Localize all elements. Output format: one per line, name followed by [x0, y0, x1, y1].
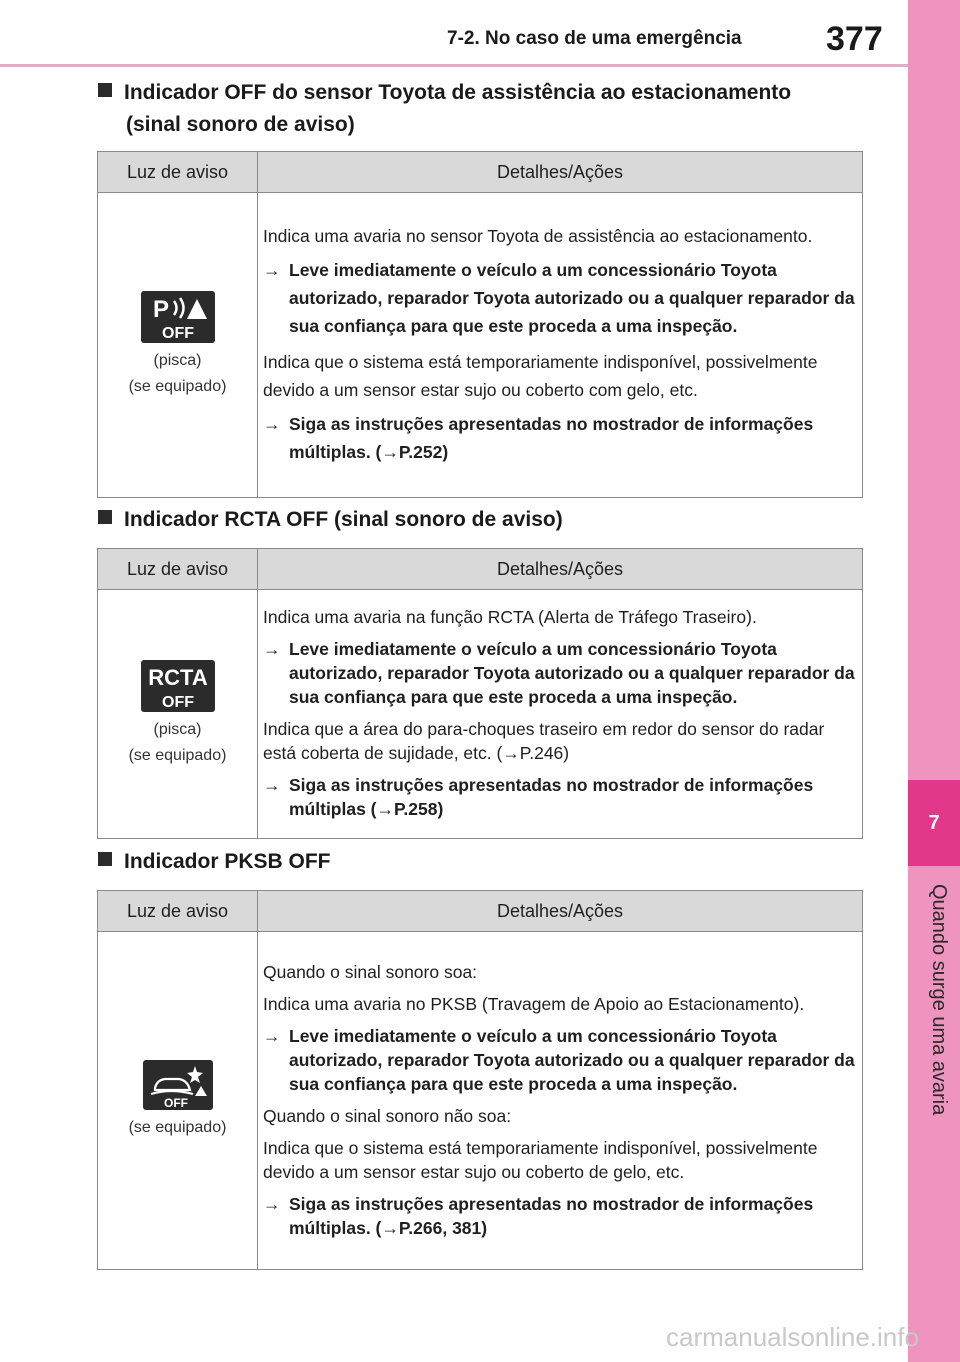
- svg-text:P: P: [152, 295, 169, 323]
- watermark: carmanualsonline.info: [666, 1322, 919, 1352]
- detail-paragraph: Indica uma avaria na função RCTA (Alerta de Tráfego Traseiro).: [263, 607, 757, 627]
- caption-blink: (pisca): [153, 351, 202, 369]
- col-header-details: Detalhes/Ações: [258, 152, 863, 193]
- section-title: 7-2. No caso de uma emergência: [447, 28, 742, 49]
- action-item: → Siga as instruções apresentadas no mostrador de informações múltiplas. (→P.252): [263, 414, 814, 462]
- action-item: → Siga as instruções apresentadas no mostrador de informações múltiplas. (→P.266, 381): [263, 1193, 814, 1238]
- caption-if-equipped: (se equipado): [128, 377, 227, 395]
- warning-light-cell: [98, 590, 258, 839]
- detail-paragraph: Indica que o sistema está temporariamente indisponível, possivelmente devido a um sensor estar sujo ou coberto de gelo, etc.: [263, 1137, 818, 1182]
- header-divider: [0, 64, 908, 67]
- col-header-details: Detalhes/Ações: [258, 891, 863, 932]
- rcta-off-icon: [141, 660, 215, 712]
- svg-text:OFF: OFF: [163, 1096, 188, 1110]
- caption-if-equipped: (se equipado): [128, 746, 227, 764]
- action-item: → Siga as instruções apresentadas no mostrador de informações múltiplas (→P.258): [263, 775, 814, 819]
- section-heading-rcta: Indicador RCTA OFF (sinal sonoro de aviso): [98, 504, 563, 536]
- warning-light-cell: [98, 932, 258, 1270]
- section-heading-pksb: Indicador PKSB OFF: [98, 846, 331, 878]
- svg-text:OFF: OFF: [161, 693, 194, 711]
- warning-table-pksb: [97, 890, 863, 1270]
- col-header-warning-light: Luz de aviso: [98, 152, 258, 193]
- bullet-square-icon: [98, 852, 112, 866]
- svg-text:OFF: OFF: [161, 324, 194, 342]
- detail-paragraph: Indica que o sistema está temporariamente indisponível, possivelmente devido a um sensor estar sujo ou coberto com gelo, etc.: [263, 352, 818, 400]
- chapter-sidebar: [908, 0, 960, 1362]
- col-header-details: Detalhes/Ações: [258, 549, 863, 590]
- detail-paragraph: Quando o sinal sonoro soa:: [263, 961, 478, 982]
- caption-blink: (pisca): [153, 720, 202, 738]
- detail-paragraph: Indica uma avaria no PKSB (Travagem de Apoio ao Estacionamento).: [263, 993, 805, 1014]
- detail-paragraph: Indica uma avaria no sensor Toyota de assistência ao estacionamento.: [263, 226, 813, 246]
- details-cell: [258, 932, 863, 1270]
- bullet-square-icon: [98, 83, 112, 97]
- detail-paragraph: Quando o sinal sonoro não soa:: [263, 1105, 512, 1126]
- warning-table-parking-assist: [97, 151, 863, 498]
- chapter-title: Quando surge uma avaria: [928, 884, 950, 1116]
- svg-text:RCTA: RCTA: [147, 664, 208, 690]
- warning-light-cell: [98, 193, 258, 498]
- action-item: → Leve imediatamente o veículo a um concessionário Toyota autorizado, reparador Toyota autorizado ou a qualquer reparador da sua confiança para que este proceda a uma inspeção.: [263, 639, 855, 707]
- page-number: 377: [826, 20, 883, 58]
- detail-paragraph: Indica que a área do para-choques traseiro em redor do sensor do radar está coberta de sujidade, etc. (→P.246): [263, 719, 825, 763]
- action-item: → Leve imediatamente o veículo a um concessionário Toyota autorizado, reparador Toyota autorizado ou a qualquer reparador da sua confiança para que este proceda a uma inspeção.: [263, 1025, 855, 1094]
- caption-if-equipped: (se equipado): [128, 1119, 227, 1136]
- col-header-warning-light: Luz de aviso: [98, 549, 258, 590]
- action-item: → Leve imediatamente o veículo a um concessionário Toyota autorizado, reparador Toyota autorizado ou a qualquer reparador da sua confiança para que este proceda a uma inspeção.: [263, 260, 855, 336]
- warning-table-rcta: [97, 548, 863, 839]
- chapter-tab[interactable]: 7: [908, 780, 960, 866]
- details-cell: [258, 590, 863, 839]
- pksb-off-icon: [143, 1060, 213, 1110]
- details-cell: [258, 193, 863, 498]
- parking-assist-off-icon: [141, 291, 215, 343]
- bullet-square-icon: [98, 510, 112, 524]
- col-header-warning-light: Luz de aviso: [98, 891, 258, 932]
- section-heading-parking-assist: Indicador OFF do sensor Toyota de assistência ao estacionamento (sinal sonoro de aviso): [98, 77, 791, 141]
